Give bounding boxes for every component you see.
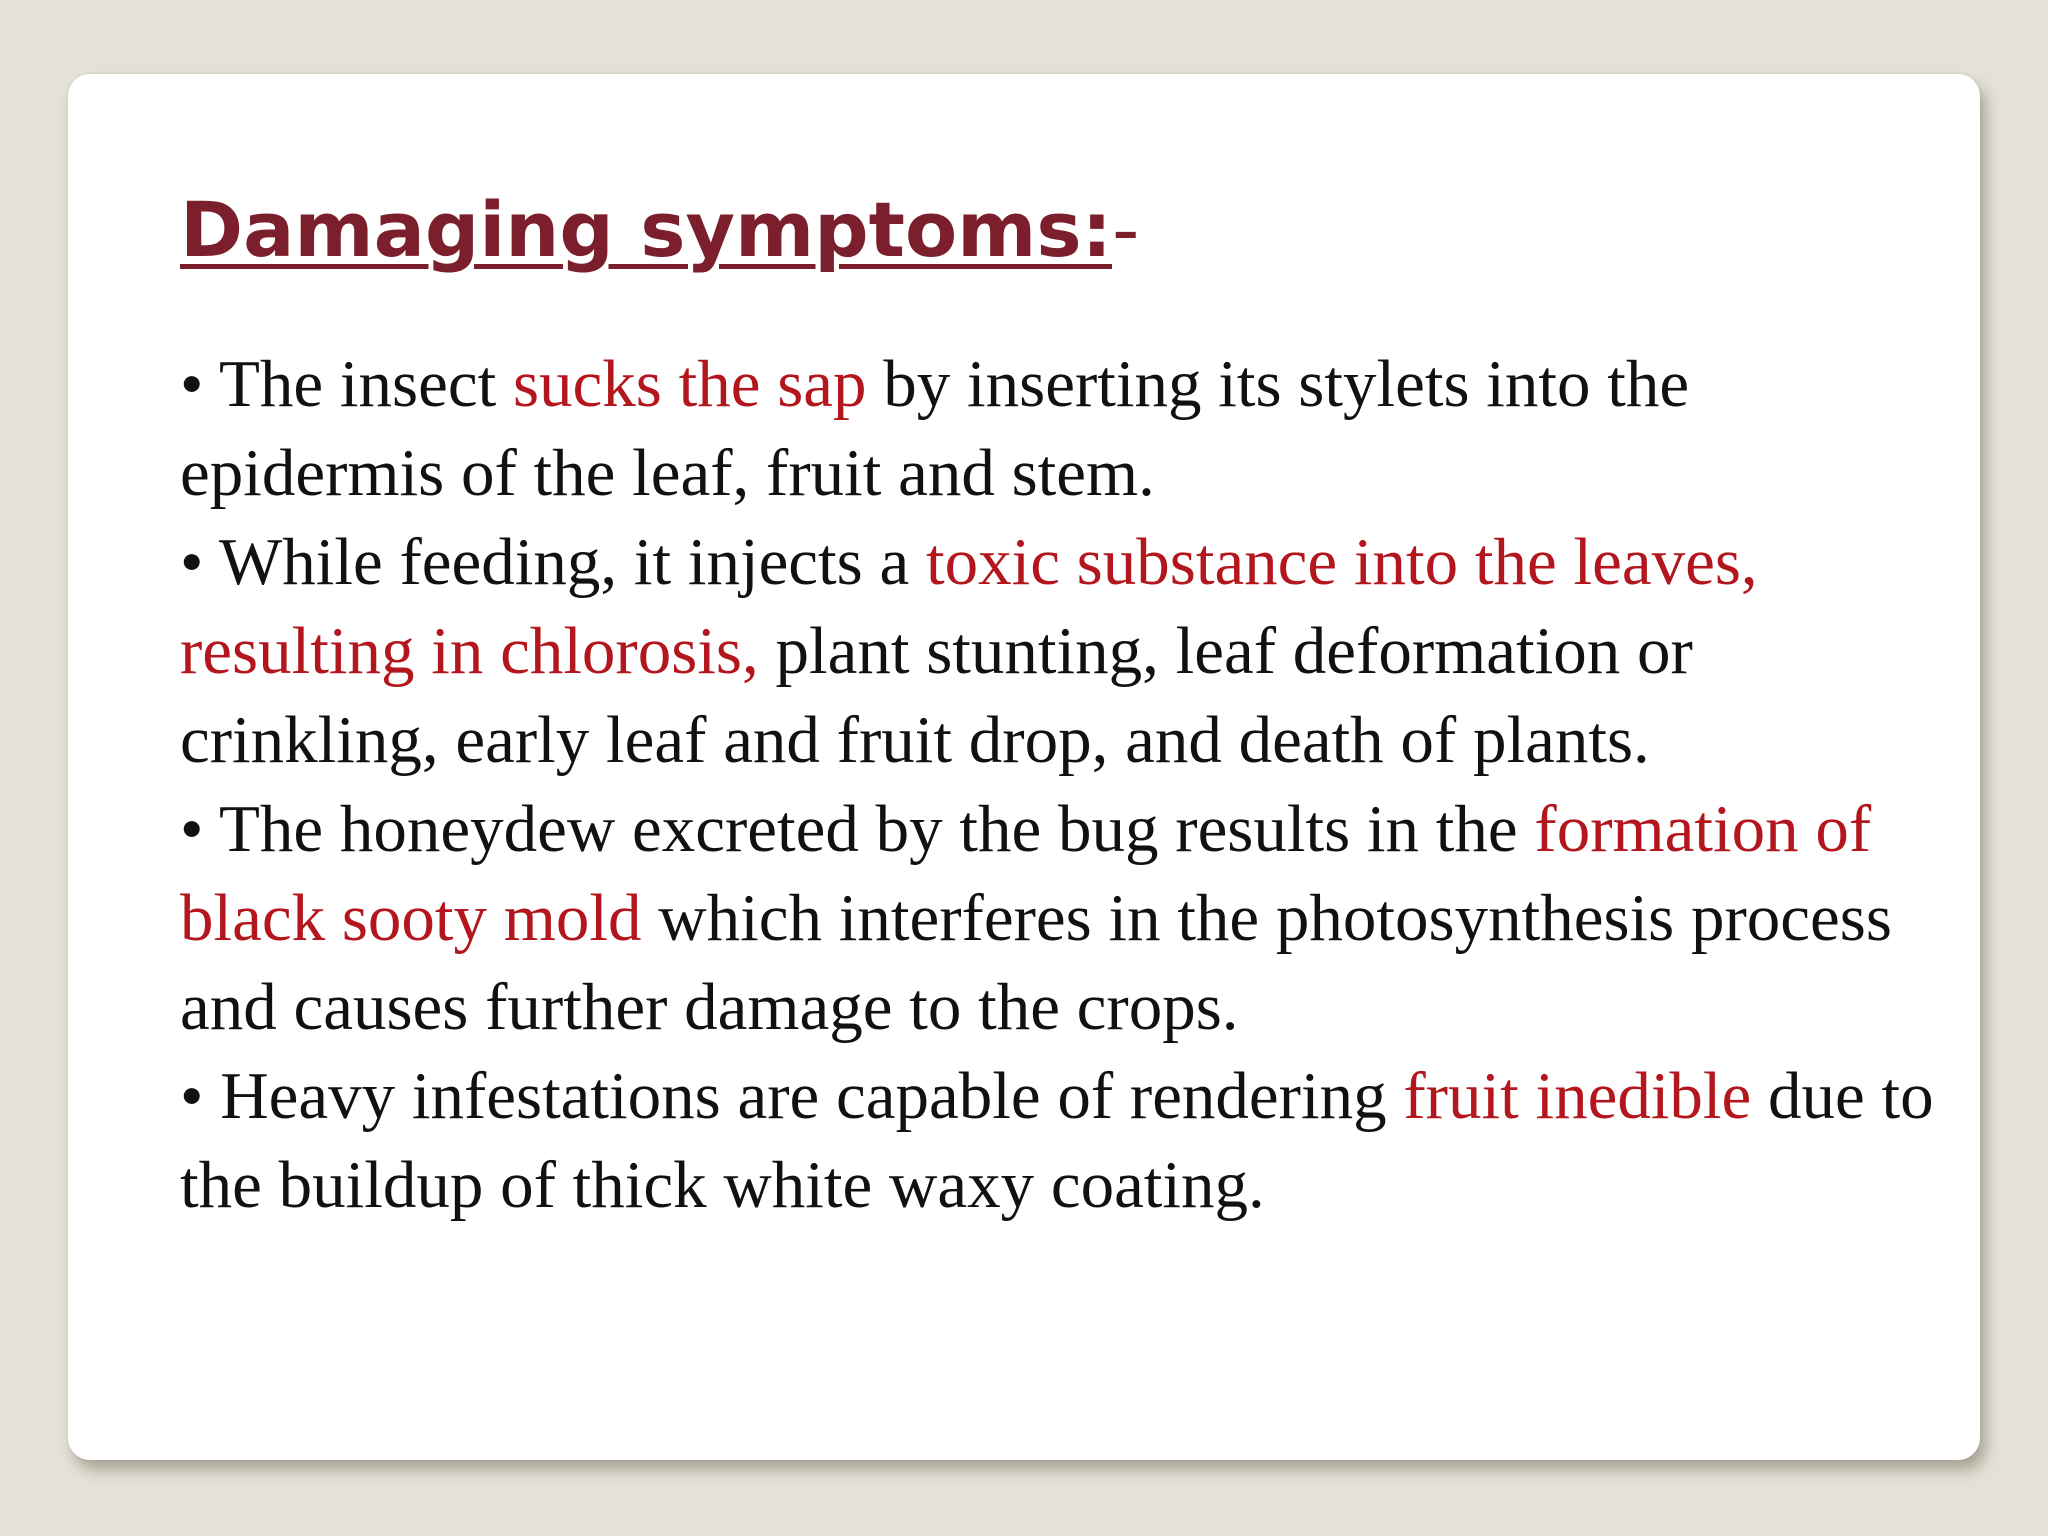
bullet-text: The honeydew excreted by the bug results in the (219, 792, 1535, 866)
bullet-marker: • (180, 525, 219, 599)
bullet-item (180, 785, 1940, 1052)
bullet-text: plant stunting, leaf deformation or crinkling, early leaf and fruit drop, and death of plants. (180, 614, 1693, 777)
bullet-item (180, 1052, 1940, 1230)
bullet-highlight: toxic substance into the leaves, resulting in chlorosis, (180, 525, 1758, 688)
bullet-text: The insect (219, 347, 513, 421)
slide-title-text: Damaging symptoms: (180, 185, 1113, 274)
bullet-marker: • (180, 1059, 221, 1133)
bullet-highlight: sucks the sap (512, 347, 867, 421)
bullet-marker: • (180, 792, 219, 866)
bullet-highlight: fruit inedible (1403, 1059, 1752, 1133)
bullet-text: by inserting its stylets into the epidermis of the leaf, fruit and stem. (180, 347, 1690, 510)
slide-title (180, 180, 1139, 280)
bullet-item (180, 340, 1940, 518)
bullet-text: Heavy infestations are capable of rendering (220, 1059, 1404, 1133)
bullet-marker: • (180, 347, 219, 421)
slide-body (180, 340, 1940, 1230)
bullet-text: While feeding, it injects a (219, 525, 926, 599)
bullet-item (180, 518, 1940, 785)
bullet-highlight: formation of black sooty mold (180, 792, 1872, 955)
bullet-text: due to the buildup of thick white waxy coating. (180, 1059, 1934, 1222)
bullet-text: which interferes in the photosynthesis process and causes further damage to the crops. (180, 881, 1892, 1044)
slide-title-suffix: - (1112, 185, 1140, 274)
